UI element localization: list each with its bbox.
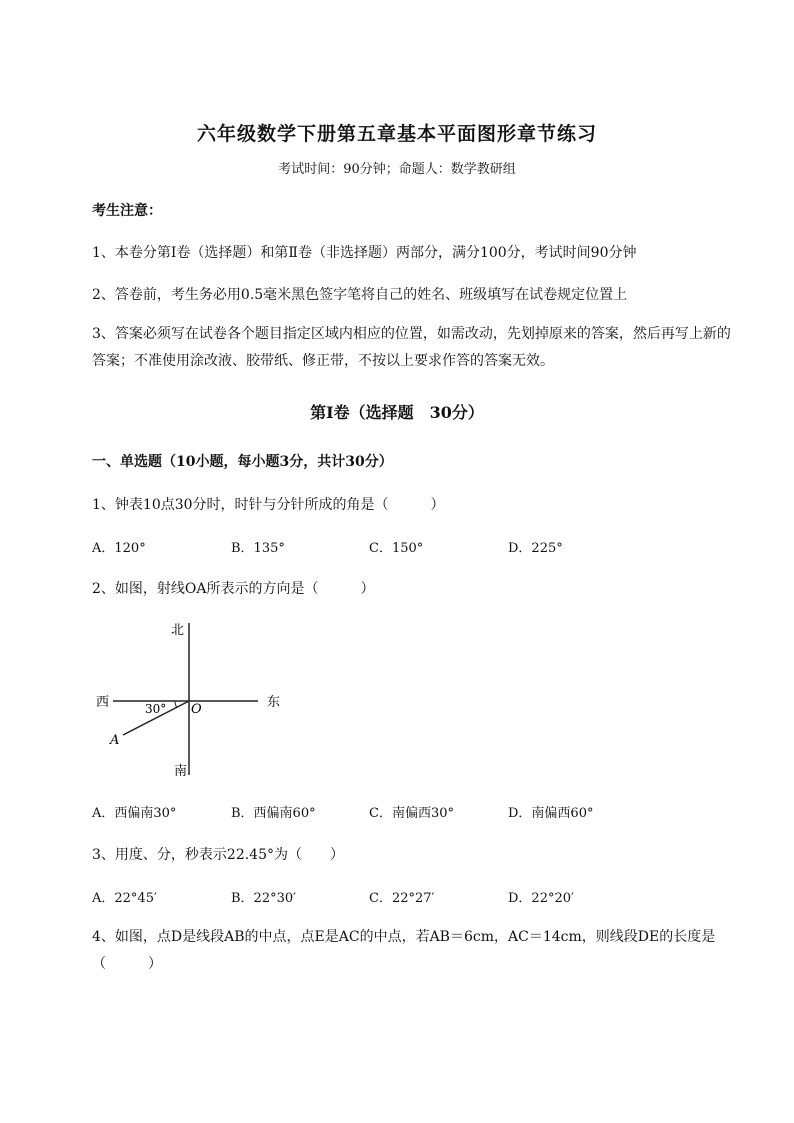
question-4-stem: 4、如图，点D是线段AB的中点，点E是AC的中点，若AB＝6cm，AC＝14cm，则线段DE的长度是（ ） xyxy=(92,929,716,972)
south-label: 南 xyxy=(174,764,188,779)
q1-option-a[interactable]: A．120° xyxy=(92,541,146,556)
q2-option-b[interactable]: B．西偏南60° xyxy=(231,806,316,821)
q1-option-d[interactable]: D．225° xyxy=(508,541,563,556)
q3-option-c[interactable]: C．22°27′ xyxy=(369,891,435,906)
q1-option-c[interactable]: C．150° xyxy=(369,541,424,556)
q2-option-a[interactable]: A．西偏南30° xyxy=(92,806,177,821)
q3-option-a[interactable]: A．22°45′ xyxy=(92,891,157,906)
ray-end-label: A xyxy=(110,733,120,748)
origin-label: O xyxy=(191,702,202,717)
notice-item-1: 1、本卷分第Ⅰ卷（选择题）和第Ⅱ卷（非选择题）两部分，满分100分，考试时间90分钟 xyxy=(92,245,637,261)
section-title: 第Ⅰ卷（选择题 30分） xyxy=(310,403,484,422)
q1-option-b[interactable]: B．135° xyxy=(231,541,285,556)
notice-heading: 考生注意： xyxy=(92,203,162,219)
north-label: 北 xyxy=(171,623,185,638)
angle-label: 30° xyxy=(145,702,167,716)
notice-item-3: 3、答案必须写在试卷各个题目指定区域内相应的位置，如需改动，先划掉原来的答案，然后再写上新的答案；不准使用涂改液、胶带纸、修正带，不按以上要求作答的答案无效。 xyxy=(92,326,731,369)
direction-diagram xyxy=(90,615,300,785)
q3-option-b[interactable]: B．22°30′ xyxy=(231,891,297,906)
q2-option-c[interactable]: C．南偏西30° xyxy=(369,806,454,821)
page-title: 六年级数学下册第五章基本平面图形章节练习 xyxy=(196,123,597,145)
east-label: 东 xyxy=(267,695,281,710)
exam-info: 考试时间：90分钟；命题人：数学教研组 xyxy=(278,162,516,177)
question-3-stem: 3、用度、分，秒表示22.45°为（ ） xyxy=(92,847,344,863)
question-1-stem: 1、钟表10点30分时，时针与分针所成的角是（ ） xyxy=(92,497,445,513)
q2-option-d[interactable]: D．南偏西60° xyxy=(508,806,594,821)
west-label: 西 xyxy=(96,695,110,710)
part-title: 一、单选题（10小题，每小题3分，共计30分） xyxy=(92,454,393,470)
q3-option-d[interactable]: D．22°20′ xyxy=(508,891,574,906)
notice-item-2: 2、答卷前，考生务必用0.5毫米黑色签字笔将自己的姓名、班级填写在试卷规定位置上 xyxy=(92,287,628,303)
question-2-stem: 2、如图，射线OA所表示的方向是（ ） xyxy=(92,581,375,597)
